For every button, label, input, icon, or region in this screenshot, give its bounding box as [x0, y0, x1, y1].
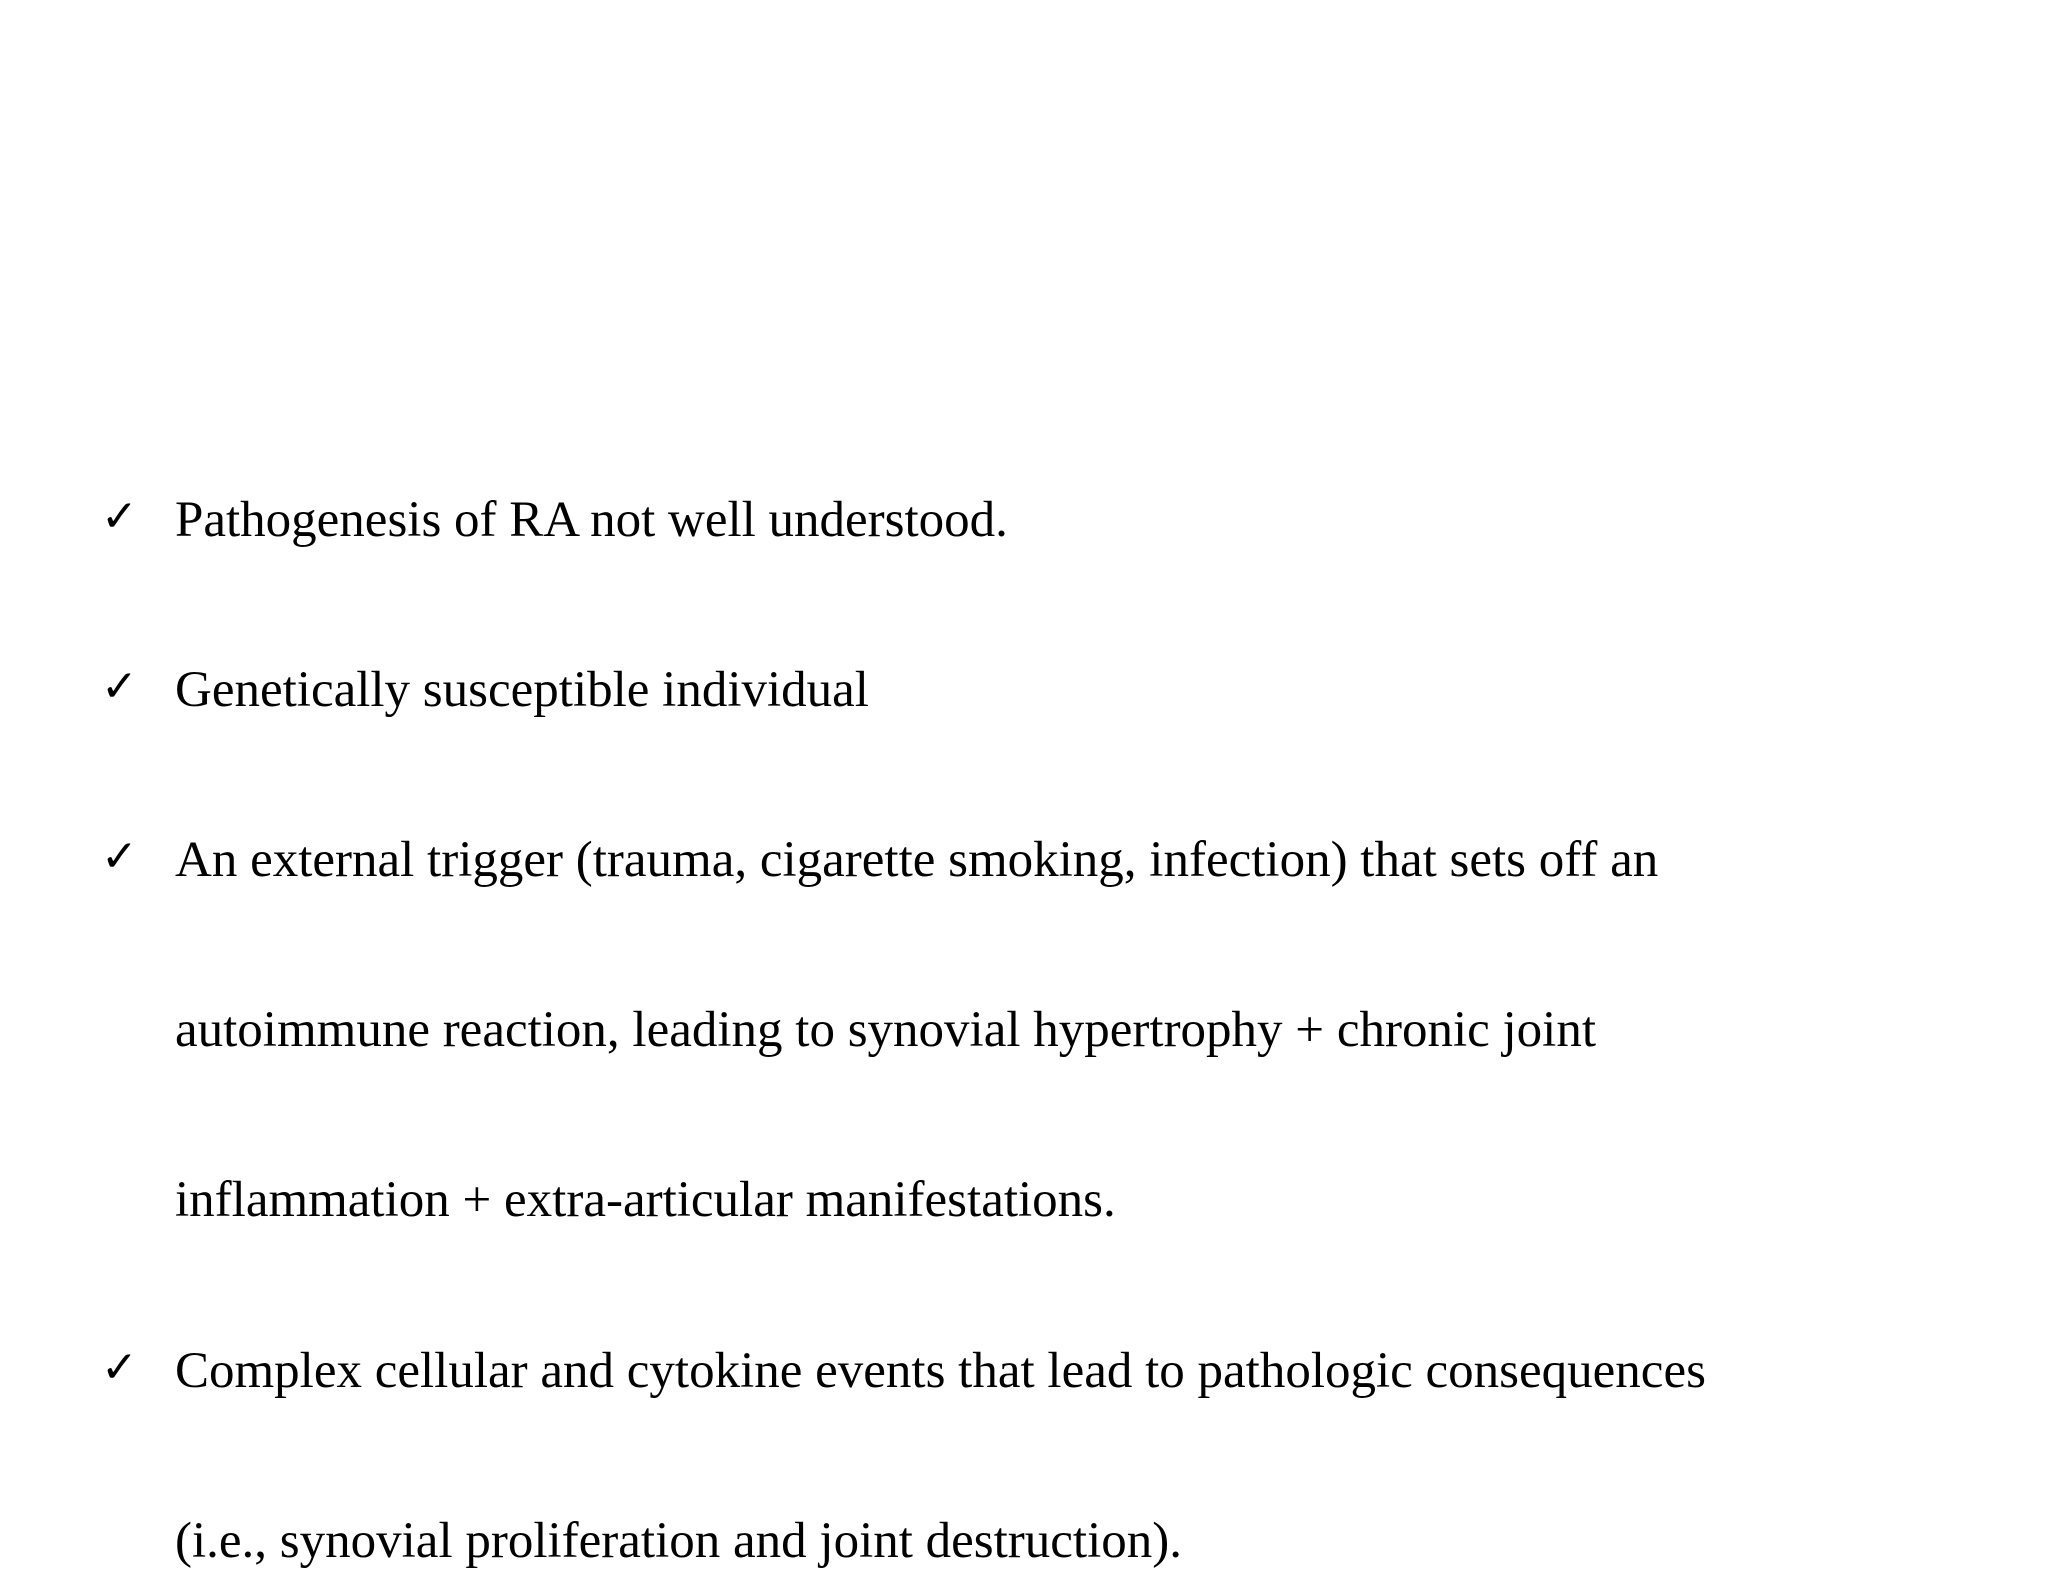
bullet-2-line-1: Genetically susceptible individual — [175, 662, 869, 718]
bullet-4-line-1: Complex cellular and cytokine events that lead to pathologic consequences — [175, 1343, 1706, 1399]
bullet-3-line-3: inflammation + extra-articular manifestations. — [175, 1172, 1116, 1228]
bullet-3-line-1: An external trigger (trauma, cigarette smoking, infection) that sets off an — [175, 832, 1659, 888]
checkmark-icon: ✓ — [101, 831, 138, 882]
checkmark-icon: ✓ — [101, 491, 138, 542]
bullet-1-line-1: Pathogenesis of RA not well understood. — [175, 492, 1008, 548]
bullet-3-line-2: autoimmune reaction, leading to synovial hypertrophy + chronic joint — [175, 1002, 1597, 1058]
checkmark-icon: ✓ — [101, 661, 138, 712]
checkmark-icon: ✓ — [101, 1342, 138, 1393]
bullet-4-line-2: (i.e., synovial proliferation and joint destruction). — [175, 1513, 1183, 1569]
